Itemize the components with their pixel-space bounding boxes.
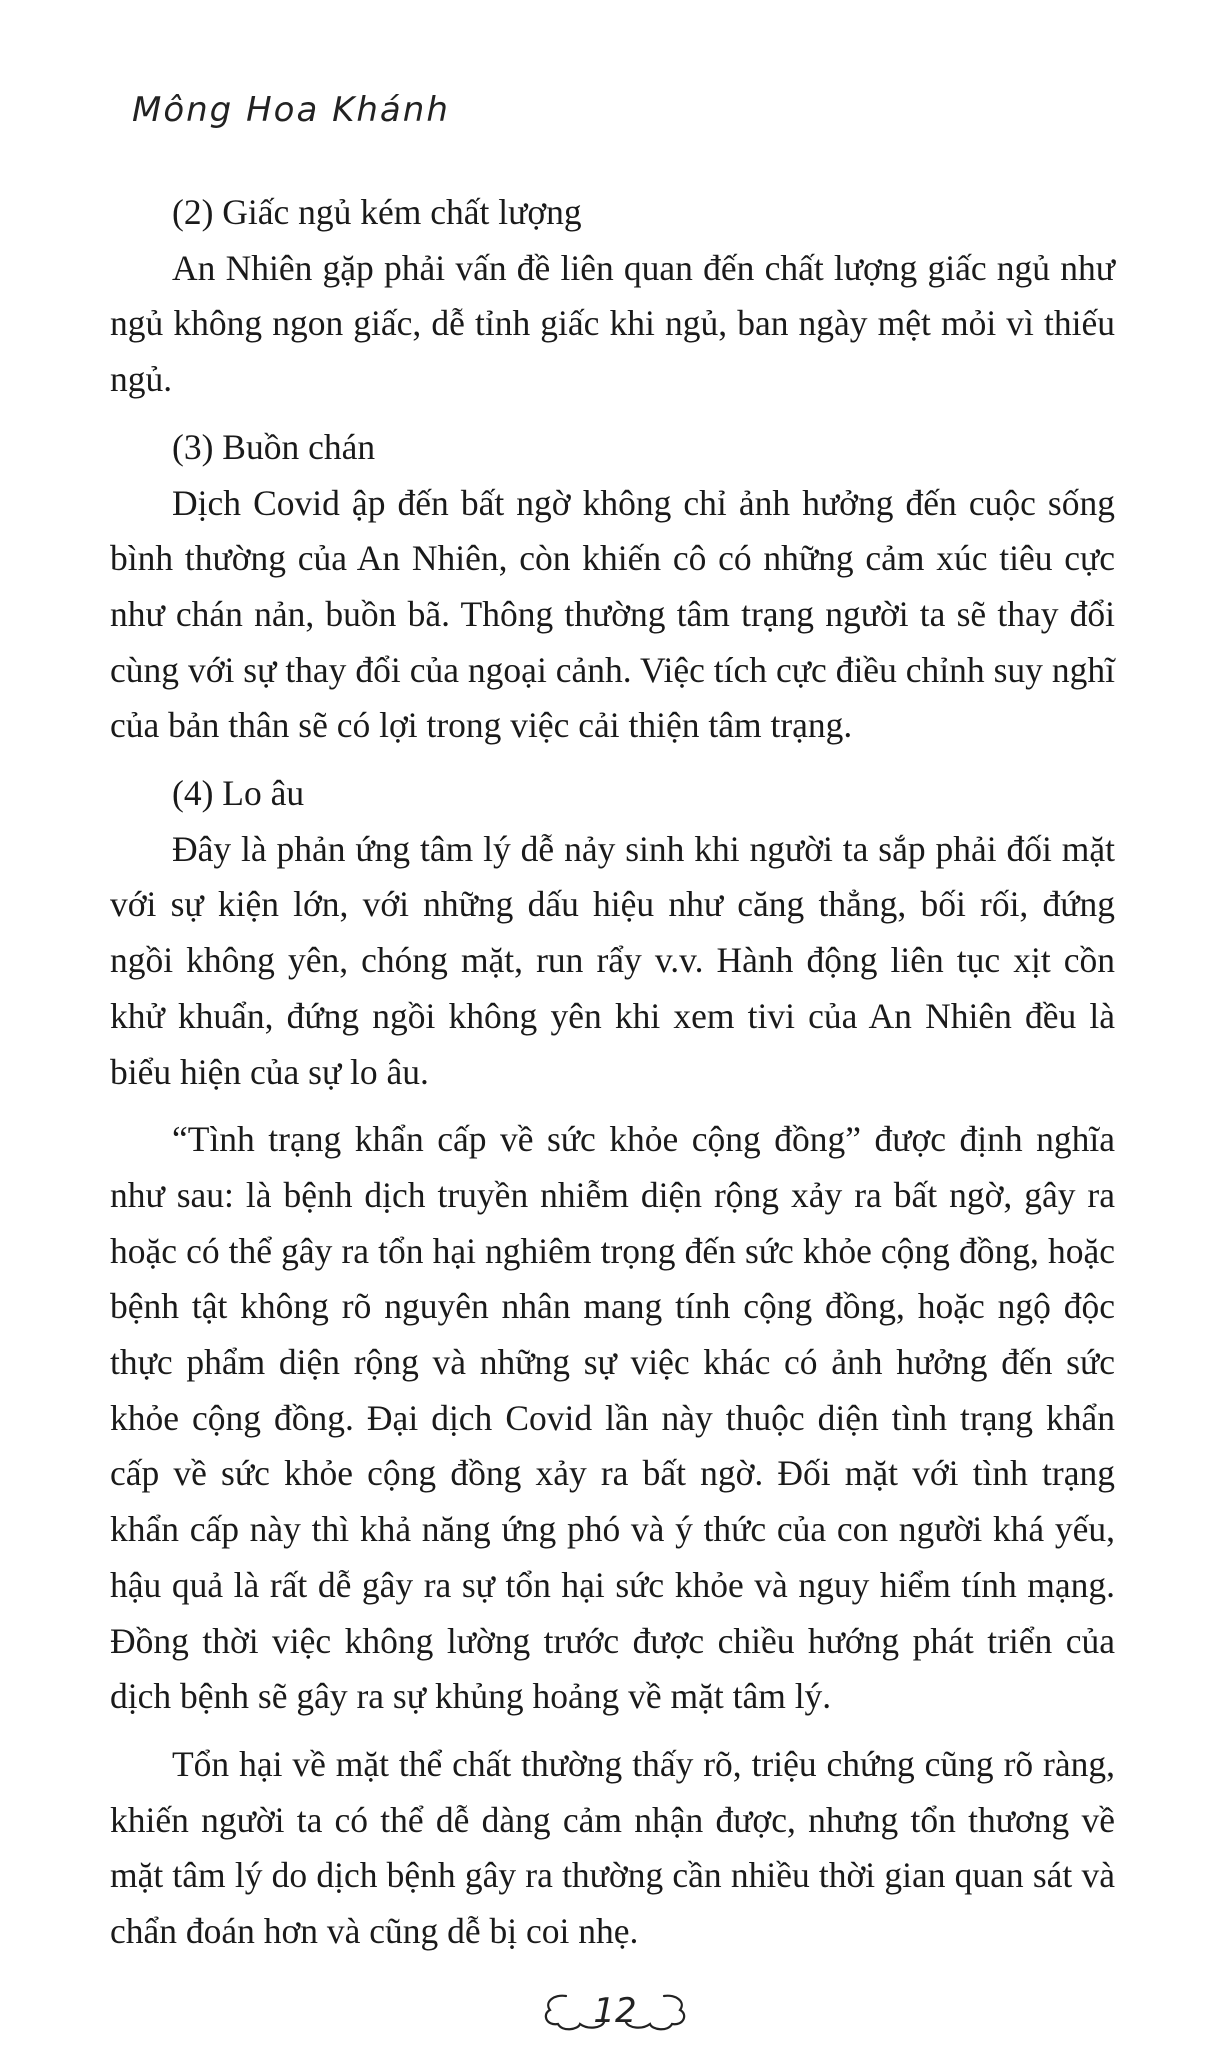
running-header: Mông Hoa Khánh: [132, 90, 450, 130]
paragraph-emergency-definition: “Tình trạng khẩn cấp về sức khỏe cộng đồng” được định nghĩa như sau: là bệnh dịch truyền nhiễm diện rộng xảy ra bất ngờ, gây ra hoặc có thể gây ra tổn hại nghiêm trọng đến sức khỏe cộng đồng, hoặc bệnh tật không rõ nguyên nhân mang tính cộng đồng, hoặc ngộ độc thực phẩm diện rộng và những sự việc khác có ảnh hưởng đến sức khỏe cộng đồng. Đại dịch Covid lần này thuộc diện tình trạng khẩn cấp về sức khỏe cộng đồng xảy ra bất ngờ. Đối mặt với tình trạng khẩn cấp này thì khả năng ứng phó và ý thức của con người khá yếu, hậu quả là rất dễ gây ra sự tổn hại sức khỏe và nguy hiểm tính mạng. Đồng thời việc không lường trước được chiều hướng phát triển của dịch bệnh sẽ gây ra sự khủng hoảng về mặt tâm lý.: [110, 1119, 1115, 1717]
paragraph-sadness: Dịch Covid ập đến bất ngờ không chỉ ảnh hưởng đến cuộc sống bình thường của An Nhiên, còn khiến cô có những cảm xúc tiêu cực như chán nản, buồn bã. Thông thường tâm trạng người ta sẽ thay đổi cùng với sự thay đổi của ngoại cảnh. Việc tích cực điều chỉnh suy nghĩ của bản thân sẽ có lợi trong việc cải thiện tâm trạng.: [110, 482, 1115, 746]
section-heading-sleep: (2) Giấc ngủ kém chất lượng: [172, 192, 582, 232]
section-heading-anxiety: (4) Lo âu: [172, 773, 305, 814]
paragraph-psychological-harm: Tổn hại về mặt thể chất thường thấy rõ, triệu chứng cũng rõ ràng, khiến người ta có thể dễ dàng cảm nhận được, nhưng tổn thương về mặt tâm lý do dịch bệnh gây ra thường cần nhiều thời gian quan sát và chẩn đoán hơn và cũng dễ bị coi nhẹ.: [110, 1743, 1115, 1952]
page-number-text: 12: [593, 1991, 637, 2031]
body-text: [110, 185, 1115, 1960]
page-number: [540, 1988, 690, 2034]
paragraph-anxiety: Đây là phản ứng tâm lý dễ nảy sinh khi người ta sắp phải đối mặt với sự kiện lớn, với những dấu hiệu như căng thẳng, bối rối, đứng ngồi không yên, chóng mặt, run rẩy v.v. Hành động liên tục xịt cồn khử khuẩn, đứng ngồi không yên khi xem tivi của An Nhiên đều là biểu hiện của sự lo âu.: [110, 828, 1115, 1092]
paragraph-sleep: An Nhiên gặp phải vấn đề liên quan đến chất lượng giấc ngủ như ngủ không ngon giấc, dễ tỉnh giấc khi ngủ, ban ngày mệt mỏi vì thiếu ngủ.: [110, 247, 1115, 400]
section-heading-sadness: (3) Buồn chán: [172, 426, 376, 467]
